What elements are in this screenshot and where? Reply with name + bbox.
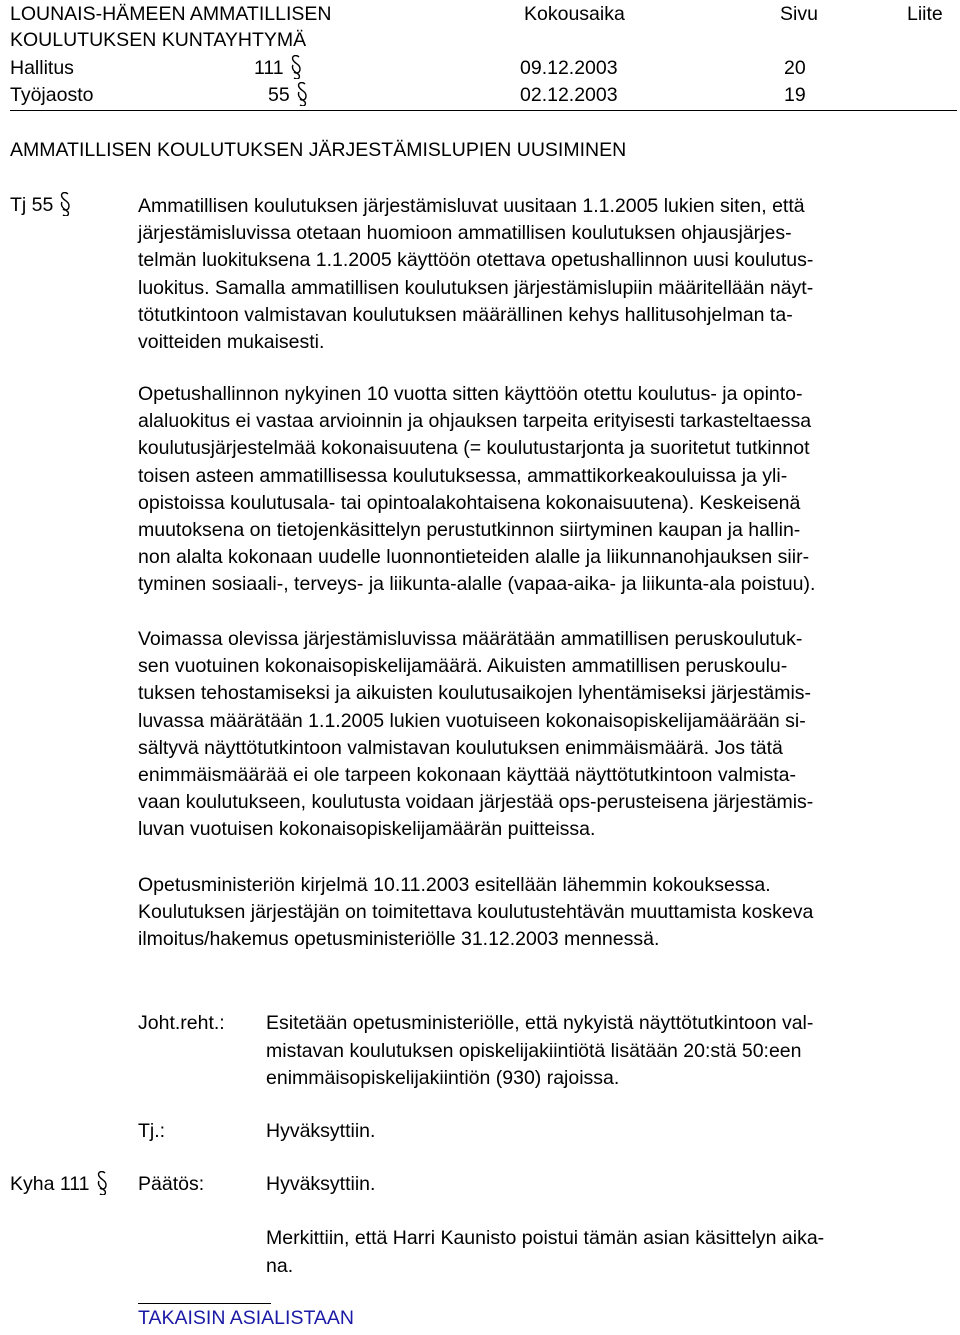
paragraph-1: Ammatillisen koulutuksen järjestämisluvat uusitaan 1.1.2005 lukien siten, että järjestämisluvissa otetaan huomioon ammatillisen koulutuksen ohjausjärjes- telmän luokituksena 1.1.2005 käyttöön otettava opetushallinnon uusi koulutus- luokitus. Samalla ammatillisen koulutuksen järjestämislupiin määritellään näyt- tötutkintoon valmistavan koulutuksen määrällinen kehys hallitusohjelman ta- voitteiden mukaisesti. — [138, 195, 814, 354]
body-name: Hallitus — [10, 57, 74, 79]
paragraph-2: Opetushallinnon nykyinen 10 vuotta sitten käyttöön otettu koulutus- ja opinto- alaluokitus ei vastaa arvioinnin ja ohjauksen tarpeita erityisesti tarkasteltaessa koulutusjärjestelmää kokonaisuutena (= koulutustarjonta ja suoritetut tutkinnot toisen asteen ammatillisessa koulutuksessa, ammattikorkeakouluissa ja yli- opistoissa koulutusala- tai opintoalakohtaisena kokonaisuutena). Keskeisenä muutoksena on tietojenkäsittelyn perustutkinnon siirtyminen kaupan ja hallin- non alalta kokonaan uudelle luonnontieteiden alalle ja liikunnanohjauksen siir- tyminen sosiaali-, terveys- ja liikunta-alalle (vapaa-aika- ja liikunta-ala poistuu). — [138, 383, 816, 596]
back-to-agenda-link[interactable]: TAKAISIN ASIALISTAAN — [138, 1307, 355, 1329]
board-reference-label: Kyha 111 — [10, 1173, 90, 1195]
section-sign-icon — [290, 55, 302, 79]
section-sign-icon — [296, 82, 308, 106]
proposal-text: Esitetään opetusministeriölle, että nykyistä näyttötutkintoon val- mistavan koulutuksen opiskelijakiintiötä lisätään 20:stä 50:een enimmäisopiskelijakiintiön (930) rajoissa. — [266, 1012, 814, 1089]
tj-decision-label: Tj.: — [138, 1120, 166, 1142]
meeting-date: 02.12.2003 — [520, 84, 618, 106]
decision-note: Merkittiin, että Harri Kaunisto poistui tämän asian käsittelyn aika- na. — [266, 1227, 825, 1277]
link-separator — [138, 1303, 271, 1304]
page-number: 20 — [784, 57, 806, 79]
decision-text: Hyväksyttiin. — [266, 1173, 376, 1195]
page-number: 19 — [784, 84, 806, 106]
page-header: Sivu — [780, 3, 818, 25]
meeting-date: 09.12.2003 — [520, 57, 618, 79]
section-number: 111 — [254, 57, 284, 79]
organization-name-line2: KOULUTUKSEN KUNTAYHTYMÄ — [10, 29, 307, 51]
document-title: AMMATILLISEN KOULUTUKSEN JÄRJESTÄMISLUPIEN UUSIMINEN — [10, 139, 627, 161]
body-name: Työjaosto — [10, 84, 94, 106]
board-reference — [10, 1171, 108, 1198]
tj-decision-text: Hyväksyttiin. — [266, 1120, 376, 1142]
section-number: 55 — [268, 84, 290, 106]
meeting-date-header: Kokousaika — [524, 3, 625, 25]
header-divider — [10, 110, 957, 111]
section-sign-icon — [96, 1171, 108, 1195]
tj-reference — [10, 192, 71, 219]
proposal-label: Joht.reht.: — [138, 1012, 225, 1034]
paragraph-3: Voimassa olevissa järjestämisluvissa määrätään ammatillisen peruskoulutuk- sen vuotuinen kokonaisopiskelijamäärä. Aikuisten ammatillisen peruskoulu- tuksen tehostamiseksi ja aikuisten koulutusaikojen lyhentämiseksi järjestämis- luvassa määrätään 1.1.2005 lukien vuotuiseen kokonaisopiskelijamäärään si- sältyvä näyttötutkintoon valmistavan koulutuksen enimmäismäärä. Jos tätä enimmäismäärää ei ole tarpeen kokonaan käyttää näyttötutkintoon valmista- vaan koulutukseen, koulutusta voidaan järjestää ops-perusteisena järjestämis- luvan vuotuisen kokonaisopiskelijamäärän puitteissa. — [138, 628, 814, 841]
tj-reference-label: Tj 55 — [10, 194, 54, 216]
organization-name-line1: LOUNAIS-HÄMEEN AMMATILLISEN — [10, 3, 332, 25]
decision-label: Päätös: — [138, 1173, 205, 1195]
paragraph-4: Opetusministeriön kirjelmä 10.11.2003 esitellään lähemmin kokouksessa. Koulutuksen järjestäjän on toimitettava koulutustehtävän muuttamista koskeva ilmoitus/hakemus opetusministeriölle 31.12.2003 mennessä. — [138, 874, 814, 951]
section-sign-icon — [59, 192, 71, 216]
appendix-header: Liite — [907, 3, 943, 25]
